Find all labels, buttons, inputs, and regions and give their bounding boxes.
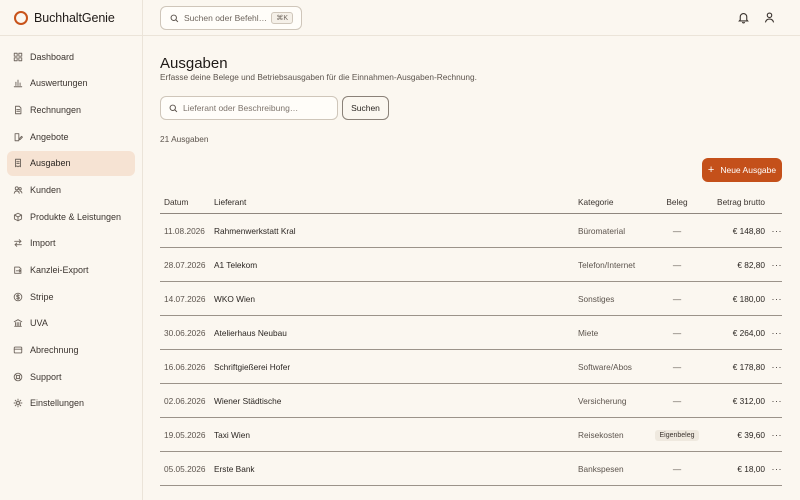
sidebar-item-ausgaben[interactable] (7, 151, 135, 176)
cell-amount: € 312,00 (732, 395, 765, 406)
sidebar-item-support[interactable] (7, 364, 135, 389)
sidebar-item-label: Auswertungen (30, 78, 88, 89)
expense-search-placeholder: Lieferant oder Beschreibung… (183, 103, 299, 113)
cell-category: Sonstiges (578, 293, 615, 304)
sidebar-item-label: Abrechnung (30, 345, 79, 356)
cell-date: 11.08.2026 (164, 225, 205, 236)
row-actions-icon[interactable]: ··· (771, 225, 782, 236)
search-icon (169, 104, 178, 113)
receipt-badge: Eigenbeleg (655, 430, 698, 441)
building-icon (13, 318, 23, 328)
arrows-icon (13, 238, 23, 248)
sidebar-item-produkte-leistungen[interactable] (7, 204, 135, 229)
command-search[interactable] (160, 6, 302, 30)
cell-amount: € 148,80 (732, 225, 765, 236)
cell-supplier: Wiener Städtische (214, 395, 282, 406)
cell-supplier: Schriftgießerei Hofer (214, 361, 291, 372)
cell-supplier: Rahmenwerkstatt Kral (214, 225, 296, 236)
cell-category: Miete (578, 327, 599, 338)
sidebar (0, 0, 143, 500)
sidebar-item-label: Kunden (30, 184, 62, 195)
sidebar-item-label: Import (30, 238, 56, 249)
cell-category: Versicherung (578, 395, 627, 406)
header-category[interactable]: Kategorie (578, 196, 614, 207)
sidebar-item-label: Stripe (30, 291, 54, 302)
table-row[interactable] (160, 384, 782, 418)
sidebar-item-angebote[interactable] (7, 124, 135, 149)
sidebar-item-kanzlei-export[interactable] (7, 258, 135, 283)
sidebar-item-dashboard[interactable] (7, 44, 135, 69)
table-row[interactable] (160, 248, 782, 282)
row-actions-icon[interactable]: ··· (771, 327, 782, 338)
cell-category: Bankspesen (578, 463, 624, 474)
user-icon[interactable] (763, 11, 776, 24)
cell-date: 02.06.2026 (164, 395, 206, 406)
sidebar-item-label: Produkte & Leistungen (30, 211, 122, 222)
edit-doc-icon (13, 132, 23, 142)
cell-supplier: Atelierhaus Neubau (214, 327, 287, 338)
sidebar-item-label: Angebote (30, 131, 69, 142)
cell-supplier: Erste Bank (214, 463, 255, 474)
cell-supplier: WKO Wien (214, 293, 256, 304)
cell-category: Büromaterial (578, 225, 626, 236)
sidebar-item-label: Rechnungen (30, 104, 82, 115)
sidebar-item-label: Dashboard (30, 51, 75, 62)
card-icon (13, 345, 23, 355)
cell-receipt: — (672, 293, 682, 304)
lifebuoy-icon (13, 372, 23, 382)
cell-receipt: — (672, 225, 682, 236)
header-amount[interactable]: Betrag brutto (717, 196, 765, 207)
cell-amount: € 264,00 (732, 327, 765, 338)
header-receipt[interactable]: Beleg (666, 196, 688, 207)
header-supplier[interactable]: Lieferant (214, 196, 247, 207)
sidebar-nav (0, 36, 142, 416)
cell-amount: € 18,00 (737, 463, 765, 474)
sidebar-item-label: Ausgaben (30, 158, 71, 169)
table-row[interactable] (160, 282, 782, 316)
cell-receipt: — (672, 327, 682, 338)
cell-amount: € 82,80 (737, 259, 765, 270)
sidebar-item-label: UVA (30, 318, 48, 329)
row-actions-icon[interactable]: ··· (771, 463, 782, 474)
brand-name: BuchhaltGenie (34, 10, 115, 25)
table-row[interactable] (160, 316, 782, 350)
sidebar-item-label: Support (30, 371, 62, 382)
search-button[interactable]: Suchen (342, 96, 389, 120)
new-expense-label: Neue Ausgabe (720, 165, 777, 175)
cell-amount: € 178,80 (732, 361, 765, 372)
cell-date: 16.06.2026 (164, 361, 206, 372)
cell-receipt: — (672, 361, 682, 372)
cell-supplier: A1 Telekom (214, 259, 258, 270)
sidebar-item-kunden[interactable] (7, 177, 135, 202)
header-date[interactable]: Datum (164, 196, 189, 207)
new-expense-button[interactable] (702, 158, 782, 182)
cell-amount: € 39,60 (737, 429, 765, 440)
topbar (143, 0, 800, 36)
bell-icon[interactable] (737, 11, 750, 24)
dashboard-icon (13, 52, 23, 62)
page-subtitle: Erfasse deine Belege und Betriebsausgaben für die Einnahmen-Ausgaben-Rechnung. (160, 72, 477, 82)
sidebar-item-einstellungen[interactable] (7, 391, 135, 416)
row-actions-icon[interactable]: ··· (771, 429, 782, 440)
expenses-table (160, 190, 782, 486)
users-icon (13, 185, 23, 195)
search-icon (170, 14, 179, 23)
sidebar-item-stripe[interactable] (7, 284, 135, 309)
cell-amount: € 180,00 (732, 293, 765, 304)
table-row[interactable] (160, 418, 782, 452)
sidebar-item-auswertungen[interactable] (7, 71, 135, 96)
cell-receipt: — (672, 395, 682, 406)
main-content (143, 36, 800, 500)
receipt-icon (13, 158, 23, 168)
sidebar-item-rechnungen[interactable] (7, 97, 135, 122)
cell-date: 28.07.2026 (164, 259, 206, 270)
brand[interactable] (0, 0, 142, 36)
cell-date: 30.06.2026 (164, 327, 206, 338)
export-icon (13, 265, 23, 275)
cell-supplier: Taxi Wien (214, 429, 250, 440)
cell-category: Reisekosten (578, 429, 624, 440)
sidebar-item-abrechnung[interactable] (7, 338, 135, 363)
page-title: Ausgaben (160, 55, 228, 72)
table-row[interactable] (160, 452, 782, 486)
sidebar-item-label: Einstellungen (30, 398, 85, 409)
cell-date: 05.05.2026 (164, 463, 206, 474)
command-search-placeholder: Suchen oder Befehl… (184, 13, 268, 23)
chart-icon (13, 78, 23, 88)
shortcut-hint: ⌘K (271, 12, 293, 24)
dollar-icon (13, 292, 23, 302)
box-icon (13, 212, 23, 222)
table-row[interactable] (160, 350, 782, 384)
cell-date: 19.05.2026 (164, 429, 206, 440)
cell-receipt: — (672, 259, 682, 270)
table-row[interactable] (160, 214, 782, 248)
cell-receipt: — (672, 463, 682, 474)
brand-logo (14, 11, 28, 25)
row-actions-icon[interactable]: ··· (771, 293, 782, 304)
sidebar-item-uva[interactable] (7, 311, 135, 336)
row-actions-icon[interactable]: ··· (771, 361, 782, 372)
row-actions-icon[interactable]: ··· (771, 259, 782, 270)
expense-search-input[interactable] (160, 96, 338, 120)
sidebar-item-import[interactable] (7, 231, 135, 256)
gear-icon (13, 398, 23, 408)
cell-date: 14.07.2026 (164, 293, 206, 304)
row-actions-icon[interactable]: ··· (771, 395, 782, 406)
invoice-icon (13, 105, 23, 115)
cell-category: Telefon/Internet (578, 259, 636, 270)
plus-icon: + (707, 163, 715, 176)
cell-receipt (650, 429, 704, 441)
expense-count: 21 Ausgaben (160, 134, 209, 144)
sidebar-item-label: Kanzlei-Export (30, 265, 89, 275)
cell-category: Software/Abos (578, 361, 632, 372)
table-body (160, 214, 782, 486)
table-header (160, 190, 782, 214)
